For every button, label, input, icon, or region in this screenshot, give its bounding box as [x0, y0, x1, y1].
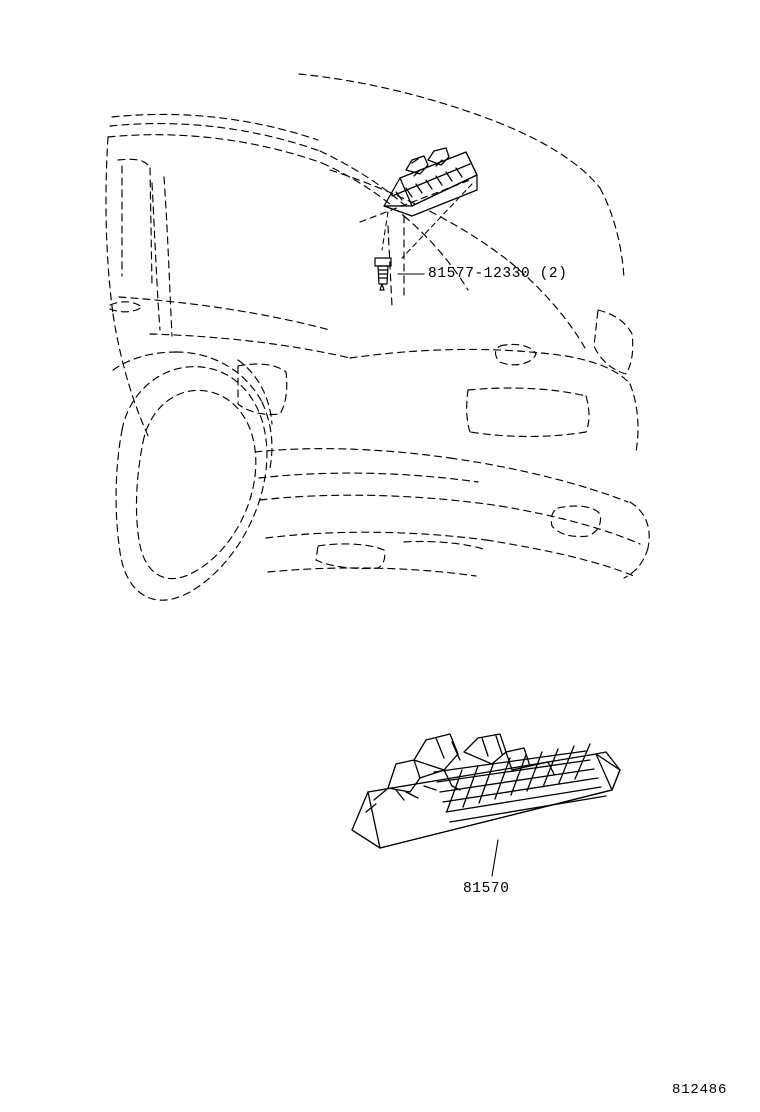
callout-label-81570: 81570 [463, 881, 510, 897]
sheet-number: 812486 [672, 1082, 728, 1098]
callout-label-81577: 81577-12330 (2) [428, 266, 568, 282]
stop-lamp-detail [352, 734, 620, 848]
screw-part [375, 258, 391, 290]
high-mount-stop-lamp-installed [384, 148, 477, 216]
vehicle-outline [106, 74, 649, 600]
detail-leader [492, 840, 498, 876]
